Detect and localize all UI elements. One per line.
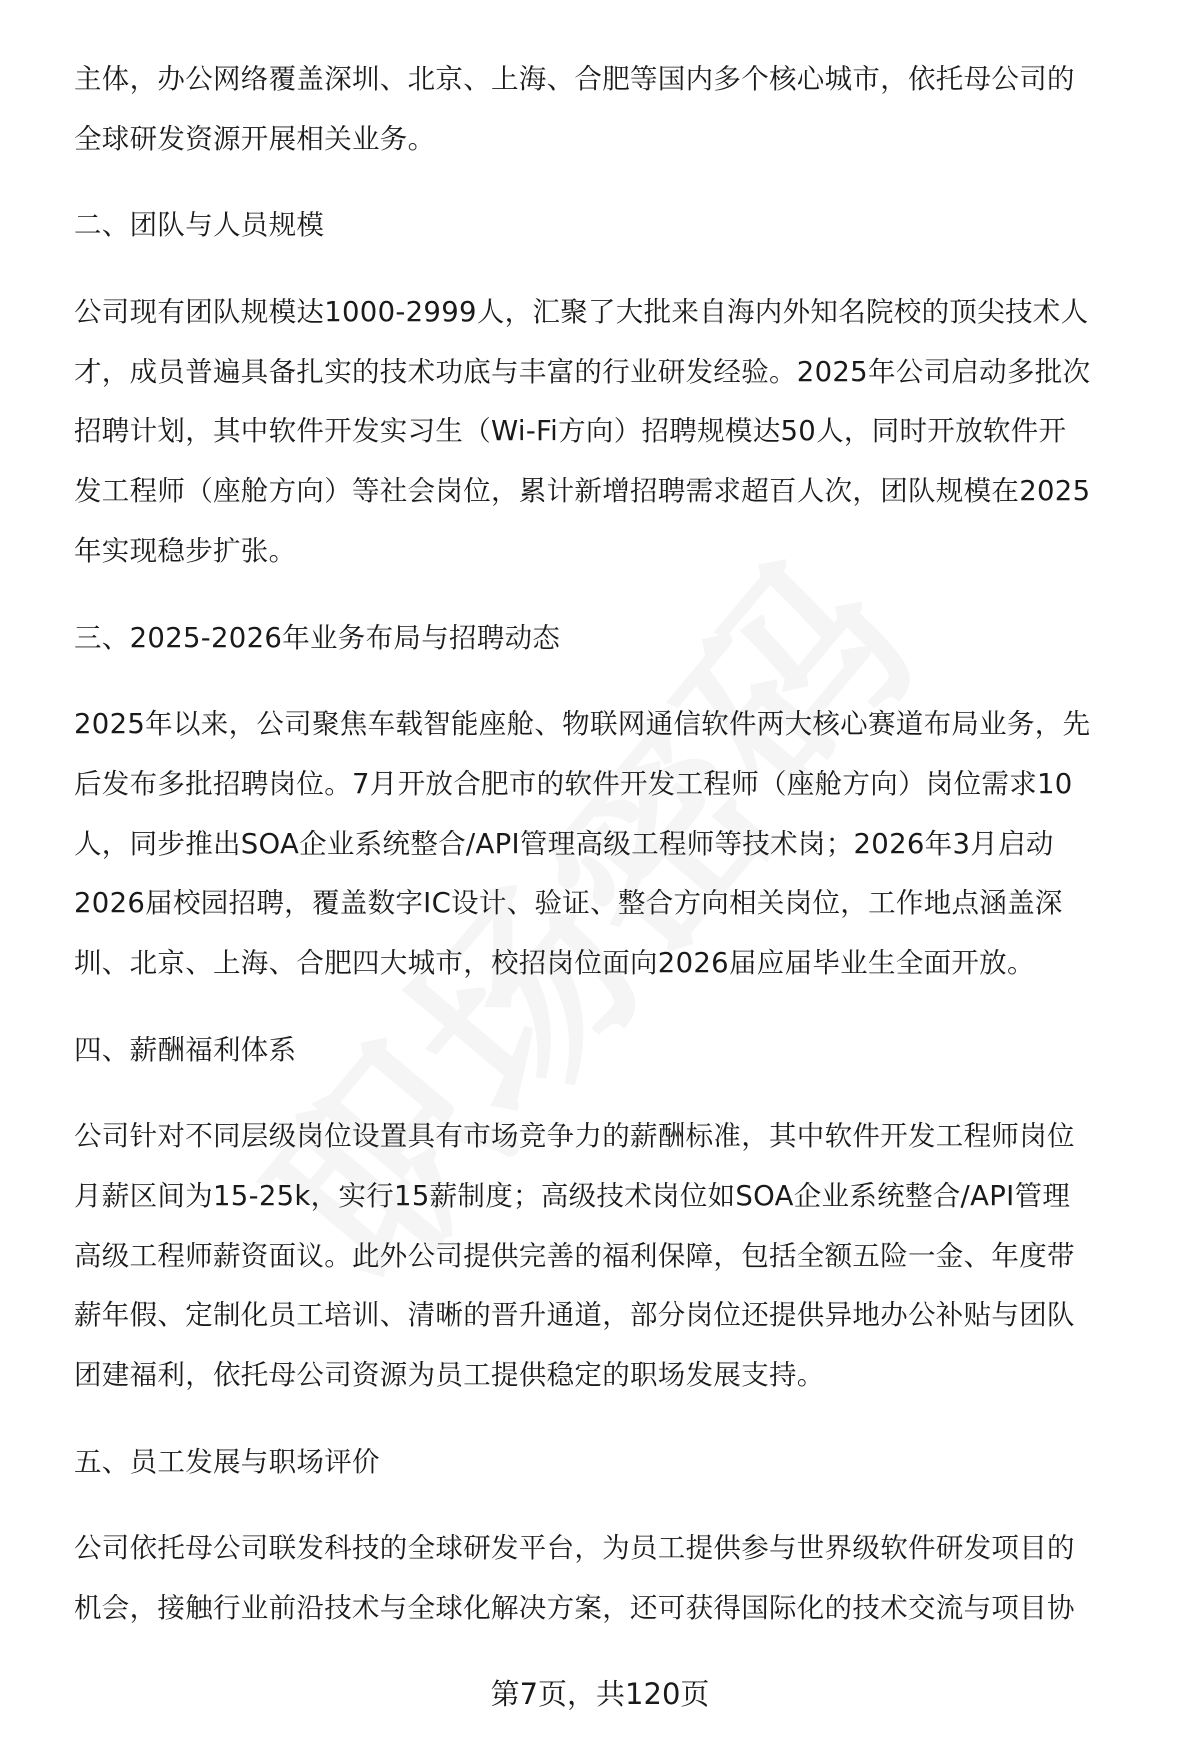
section-heading [74, 609, 1164, 669]
text-line: 后发布多批招聘岗位。7月开放合肥市的软件开发工程师（座舱方向）岗位需求10 [74, 767, 1073, 800]
section-heading [74, 1433, 1164, 1493]
body-paragraph [74, 1107, 1164, 1405]
text-line: 二、团队与人员规模 [74, 209, 325, 242]
text-line: 发工程师（座舱方向）等社会岗位，累计新增招聘需求超百人次，团队规模在2025 [74, 475, 1091, 508]
section-heading [74, 1021, 1164, 1081]
text-line: 人，同步推出SOA企业系统整合/API管理高级工程师等技术岗；2026年3月启动 [74, 827, 1054, 860]
section-heading [74, 196, 1164, 256]
text-line: 薪年假、定制化员工培训、清晰的晋升通道，部分岗位还提供异地办公补贴与团队 [74, 1299, 1075, 1332]
text-line: 高级工程师薪资面议。此外公司提供完善的福利保障，包括全额五险一金、年度带 [74, 1239, 1075, 1272]
text-line: 公司依托母公司联发科技的全球研发平台，为员工提供参与世界级软件研发项目的 [74, 1532, 1075, 1565]
text-line: 月薪区间为15-25k，实行15薪制度；高级技术岗位如SOA企业系统整合/API管理 [74, 1180, 1071, 1212]
text-line: 2025年以来，公司聚焦车载智能座舱、物联网通信软件两大核心赛道布局业务，先 [74, 708, 1091, 741]
body-paragraph [74, 1519, 1164, 1638]
body-paragraph [74, 283, 1164, 581]
text-line: 主体，办公网络覆盖深圳、北京、上海、合肥等国内多个核心城市，依托母公司的 [74, 63, 1075, 95]
page-number-footer: 第7页，共120页 [490, 1677, 710, 1711]
body-paragraph [74, 695, 1164, 993]
text-line: 招聘计划，其中软件开发实习生（Wi-Fi方向）招聘规模达50人，同时开放软件开 [74, 415, 1067, 448]
text-line: 公司现有团队规模达1000-2999人，汇聚了大批来自海内外知名院校的顶尖技术人 [74, 296, 1089, 329]
text-line: 三、2025-2026年业务布局与招聘动态 [74, 621, 561, 654]
document-body [74, 50, 1164, 1666]
text-line: 才，成员普遍具备扎实的技术功底与丰富的行业研发经验。2025年公司启动多批次 [74, 355, 1091, 388]
text-line: 五、员工发展与职场评价 [74, 1445, 380, 1478]
text-line: 全球研发资源开展相关业务。 [74, 122, 436, 155]
text-line: 圳、北京、上海、合肥四大城市，校招岗位面向2026届应届毕业生全面开放。 [74, 946, 1035, 979]
text-line: 机会，接触行业前沿技术与全球化解决方案，还可获得国际化的技术交流与项目协 [74, 1592, 1075, 1625]
text-line: 四、薪酬福利体系 [74, 1033, 297, 1066]
text-line: 年实现稳步扩张。 [74, 534, 297, 567]
text-line: 团建福利，依托母公司资源为员工提供稳定的职场发展支持。 [74, 1359, 825, 1392]
body-paragraph [74, 50, 1164, 169]
text-line: 公司针对不同层级岗位设置具有市场竞争力的薪酬标准，其中软件开发工程师岗位 [74, 1120, 1075, 1153]
text-line: 2026届校园招聘，覆盖数字IC设计、验证、整合方向相关岗位，工作地点涵盖深 [74, 887, 1063, 920]
